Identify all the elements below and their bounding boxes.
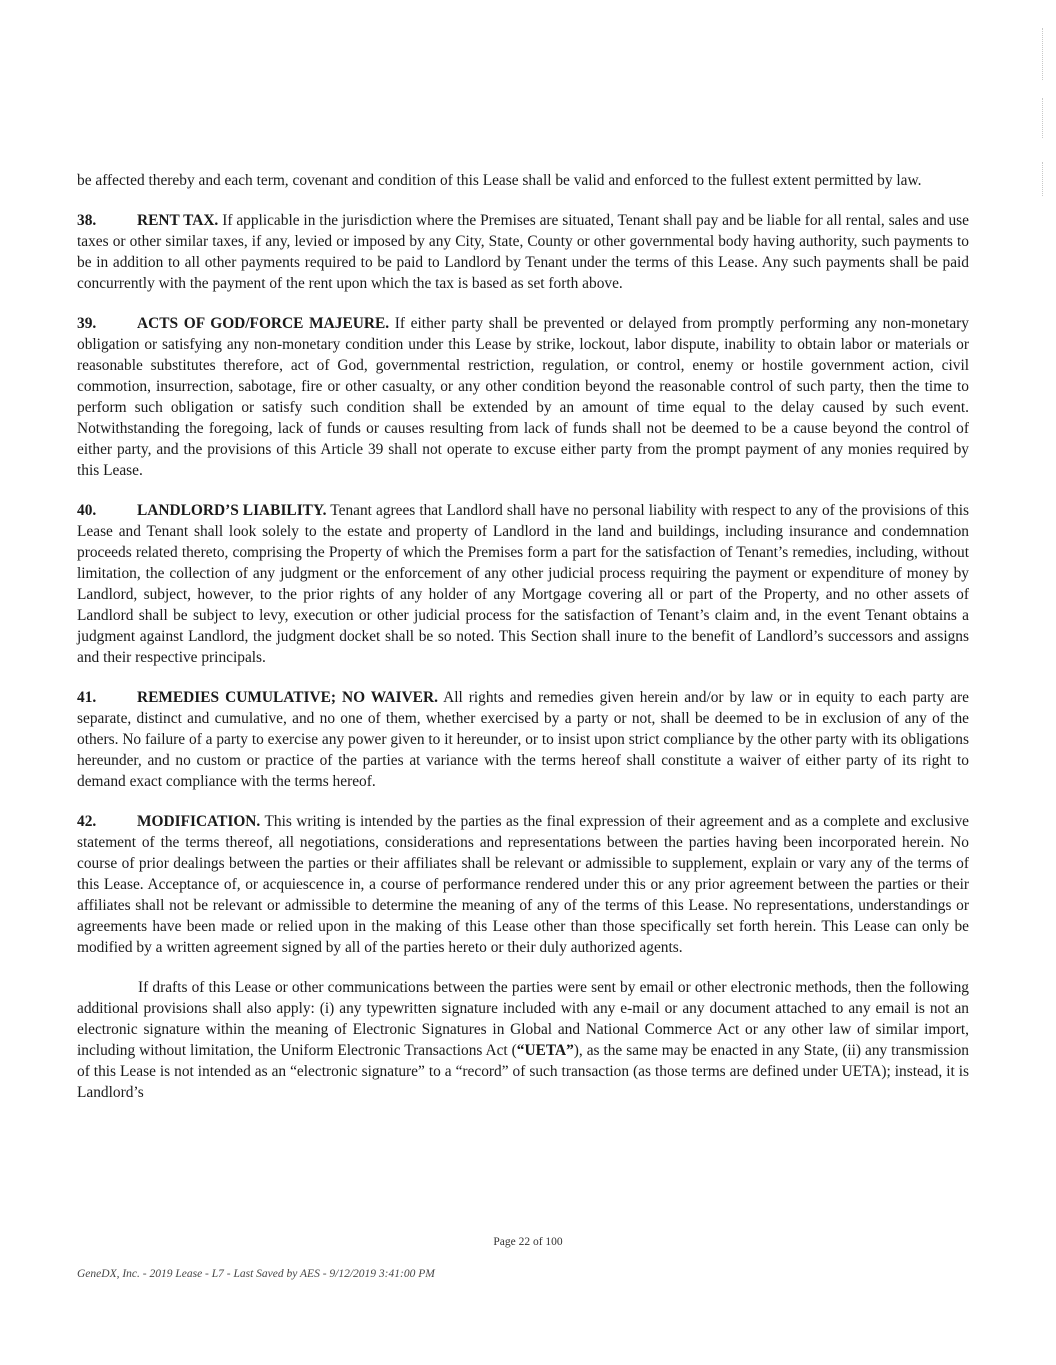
section-body: If either party shall be prevented or delayed from promptly performing any non-monetary obligation or satisfying any non-monetary condition under this Lease by strike, lockout, labor dispute, inability to obtain labor or materials or reasonable substitutes therefore, act of God, governmental restriction, regulation, or control, enemy or hostile government action, civil commotion, insurrection, sabotage, fire or other casualty, or any other condition beyond the reasonable control of such party, then the time to perform such obligation or satisfy such condition shall be extended by an amount of time equal to the delay caused by such event. Notwithstanding the foregoing, lack of funds or causes resulting from lack of funds shall not be deemed to be a cause beyond the control of either party, and the provisions of this Article 39 shall not operate to excuse either party from the prompt payment of any monies required by this Lease. bbox=[77, 315, 969, 479]
document-body bbox=[77, 170, 969, 1122]
section-title: LANDLORD’S LIABILITY. bbox=[137, 502, 327, 519]
scan-edge-mark bbox=[1042, 28, 1045, 80]
section-number: 39. bbox=[77, 315, 97, 332]
document-footer: GeneDX, Inc. - 2019 Lease - L7 - Last Saved by AES - 9/12/2019 3:41:00 PM bbox=[77, 1268, 435, 1280]
section-title: REMEDIES CUMULATIVE; NO WAIVER. bbox=[137, 689, 438, 706]
intro-paragraph: be affected thereby and each term, covenant and condition of this Lease shall be valid and enforced to the fullest extent permitted by law. bbox=[77, 172, 922, 189]
section-number: 42. bbox=[77, 813, 97, 830]
section-number: 41. bbox=[77, 689, 97, 706]
section-title: MODIFICATION. bbox=[137, 813, 261, 830]
section-title: ACTS OF GOD/FORCE MAJEURE. bbox=[137, 315, 390, 332]
section-number: 40. bbox=[77, 502, 97, 519]
electronic-communications-paragraph bbox=[77, 977, 969, 1103]
ueta-term: “UETA” bbox=[516, 1042, 574, 1059]
closing-text-part1: If drafts of this Lease or other communications between the parties were sent by email or other electronic methods, then the following additional provisions shall also apply: (i) any typewritten signature included with any e-mail or any document attached to any email is not an electronic signature within the meaning of Electronic Signatures in Global and National Commerce Act or any other law of similar import, including without limitation, the Uniform Electronic Transactions Act ( bbox=[77, 979, 969, 1059]
section-title: RENT TAX. bbox=[137, 212, 219, 229]
closing-text-part2: ), as the same may be enacted in any State, (ii) any transmission of this Lease is not intended as an “electronic signature” to a “record” of such transaction (as those terms are defined under UETA); instead, it is Landlord’s bbox=[77, 1042, 969, 1101]
section-39 bbox=[77, 313, 969, 481]
section-body: This writing is intended by the parties as the final expression of their agreement and as a complete and exclusive statement of the terms thereof, all negotiations, considerations and representations between the parties having been incorporated herein. No course of prior dealings between the parties or their affiliates shall be relevant or admissible to supplement, explain or vary any of the terms of this Lease. Acceptance of, or acquiescence in, a course of performance rendered under this or any prior agreement between the parties or their affiliates shall not be relevant or admissible to determine the meaning of any of the terms of this Lease. No representations, understandings or agreements have been made or relied upon in the making of this Lease other than those specifically set forth herein. This Lease can only be modified by a written agreement signed by all of the parties hereto or their duly authorized agents. bbox=[77, 813, 969, 956]
section-body: If applicable in the jurisdiction where the Premises are situated, Tenant shall pay and be liable for all rental, sales and use taxes or other similar taxes, if any, levied or imposed by any City, State, County or other governmental body having authority, such payments to be in addition to all other payments required to be paid to Landlord by Tenant under the terms of this Lease. Any such payments shall be paid concurrently with the payment of the rent upon which the tax is based as set forth above. bbox=[77, 212, 969, 292]
section-40 bbox=[77, 500, 969, 668]
scan-edge-mark bbox=[1042, 98, 1045, 138]
section-38 bbox=[77, 210, 969, 294]
section-42 bbox=[77, 811, 969, 958]
section-body: All rights and remedies given herein and/or by law or in equity to each party are separate, distinct and cumulative, and no one of them, whether exercised by a party or not, shall be deemed to be in exclusion of any of the others. No failure of a party to exercise any power given to it hereunder, or to insist upon strict compliance by the other party with its obligations hereunder, and no custom or practice of the parties at variance with the terms hereof shall constitute a waiver of either party of its right to demand exact compliance with the terms hereof. bbox=[77, 689, 970, 790]
section-body: Tenant agrees that Landlord shall have no personal liability with respect to any of the provisions of this Lease and Tenant shall look solely to the estate and property of Landlord in the land and buildings, including insurance and condemnation proceeds related thereto, comprising the Property of which the Premises form a part for the satisfaction of Tenant’s remedies, including, without limitation, the collection of any judgment or the enforcement of any other judicial process requiring the payment or expenditure of money by Landlord, subject, however, to the prior rights of any holder of any Mortgage covering all or part of the Property, and no other assets of Landlord shall be subject to levy, execution or other judicial process for the satisfaction of Tenant’s claim and, in the event Tenant obtains a judgment against Landlord, the judgment docket shall be so noted. This Section shall inure to the benefit of Landlord’s successors and assigns and their respective principals. bbox=[77, 502, 969, 666]
section-41 bbox=[77, 687, 969, 792]
page-number: Page 22 of 100 bbox=[493, 1236, 563, 1248]
section-number: 38. bbox=[77, 212, 97, 229]
scan-edge-mark bbox=[1042, 162, 1045, 196]
